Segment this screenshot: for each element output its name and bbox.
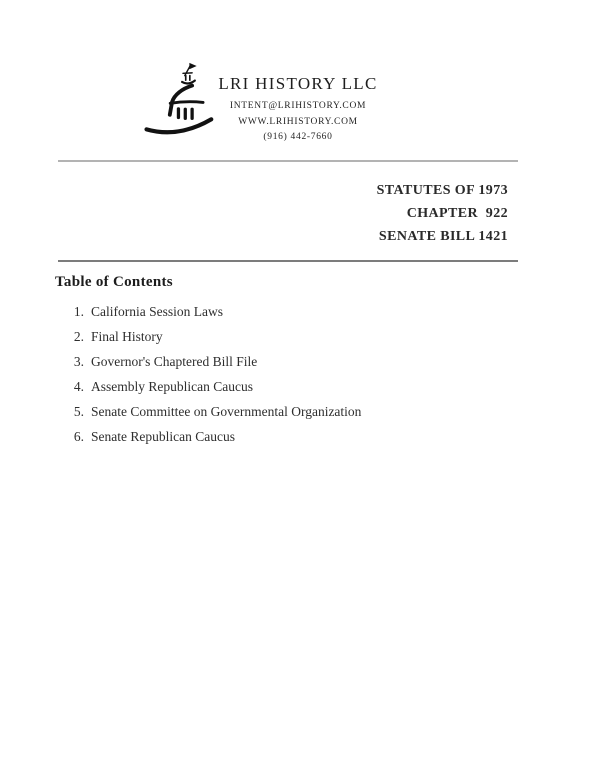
- toc-item-label: Senate Committee on Governmental Organization: [91, 404, 362, 419]
- letterhead: [173, 74, 423, 146]
- bill-reference-block: [377, 179, 508, 248]
- toc-item-number: 3.: [73, 354, 84, 369]
- header-divider: [58, 160, 518, 162]
- contact-email: INTENT@LRIHISTORY.COM: [229, 101, 367, 111]
- toc-item-label: Senate Republican Caucus: [91, 429, 235, 444]
- toc-list: [0, 304, 600, 454]
- toc-item-number: 4.: [73, 379, 84, 394]
- company-name: LRI HISTORY LLC: [218, 74, 378, 93]
- toc-item-final-history: [0, 329, 600, 354]
- statutes-line: STATUTES OF 1973: [376, 183, 508, 198]
- toc-title: Table of Contents: [55, 274, 173, 290]
- toc-item-label: Final History: [91, 329, 163, 344]
- toc-item-label: California Session Laws: [91, 304, 223, 319]
- toc-item-senate-committee-governmental-organization: [0, 404, 600, 429]
- toc-item-number: 2.: [73, 329, 84, 344]
- toc-item-label: Governor's Chaptered Bill File: [91, 354, 258, 369]
- senate-bill-line: SENATE BILL 1421: [378, 229, 508, 244]
- toc-item-senate-republican-caucus: [0, 429, 600, 454]
- toc-item-governors-chaptered-bill-file: [0, 354, 600, 379]
- contact-phone: (916) 442-7660: [263, 132, 333, 142]
- toc-item-assembly-republican-caucus: [0, 379, 600, 404]
- contact-website: WWW.LRIHISTORY.COM: [238, 116, 358, 127]
- toc-item-number: 1.: [73, 304, 84, 319]
- contact-block: [173, 99, 423, 146]
- toc-item-number: 5.: [73, 404, 84, 419]
- toc-item-label: Assembly Republican Caucus: [91, 379, 253, 394]
- toc-item-number: 6.: [73, 429, 84, 444]
- reference-divider: [58, 260, 518, 262]
- toc-item-california-session-laws: [0, 304, 600, 329]
- chapter-line: CHAPTER 922: [406, 206, 508, 221]
